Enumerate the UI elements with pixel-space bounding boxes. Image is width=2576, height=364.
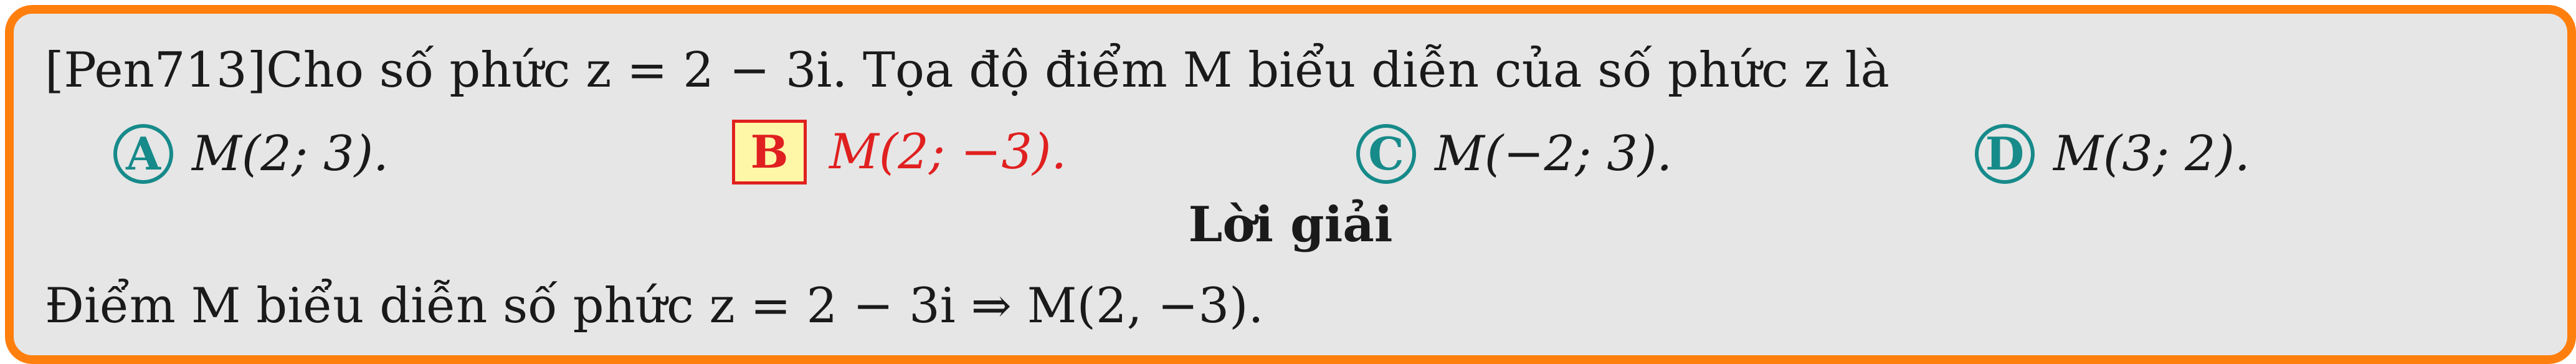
option-c[interactable] (1356, 124, 1672, 184)
option-d-letter: D (1975, 124, 2035, 184)
option-c-text: M(−2; 3). (1435, 126, 1673, 182)
option-b-text: M(2; −3). (829, 124, 1067, 180)
option-d[interactable] (1975, 124, 2250, 184)
question-card (5, 5, 2576, 364)
question-code: [Pen713] (45, 42, 267, 98)
question-text: Cho số phức z = 2 − 3i. Tọa độ điểm M biểu diễn của số phức z là (266, 42, 1890, 98)
question-line (45, 42, 1890, 98)
option-b-letter: B (732, 120, 807, 184)
option-a-letter: A (113, 124, 173, 184)
option-b[interactable] (732, 120, 1067, 184)
option-c-letter: C (1356, 124, 1416, 184)
option-d-text: M(3; 2). (2053, 126, 2250, 182)
solution-text: Điểm M biểu diễn số phức z = 2 − 3i ⇒ M(2, −3). (45, 278, 1264, 334)
option-a-text: M(2; 3). (192, 126, 389, 182)
solution-heading: Lời giải (1188, 196, 1393, 253)
option-a[interactable] (113, 124, 389, 184)
